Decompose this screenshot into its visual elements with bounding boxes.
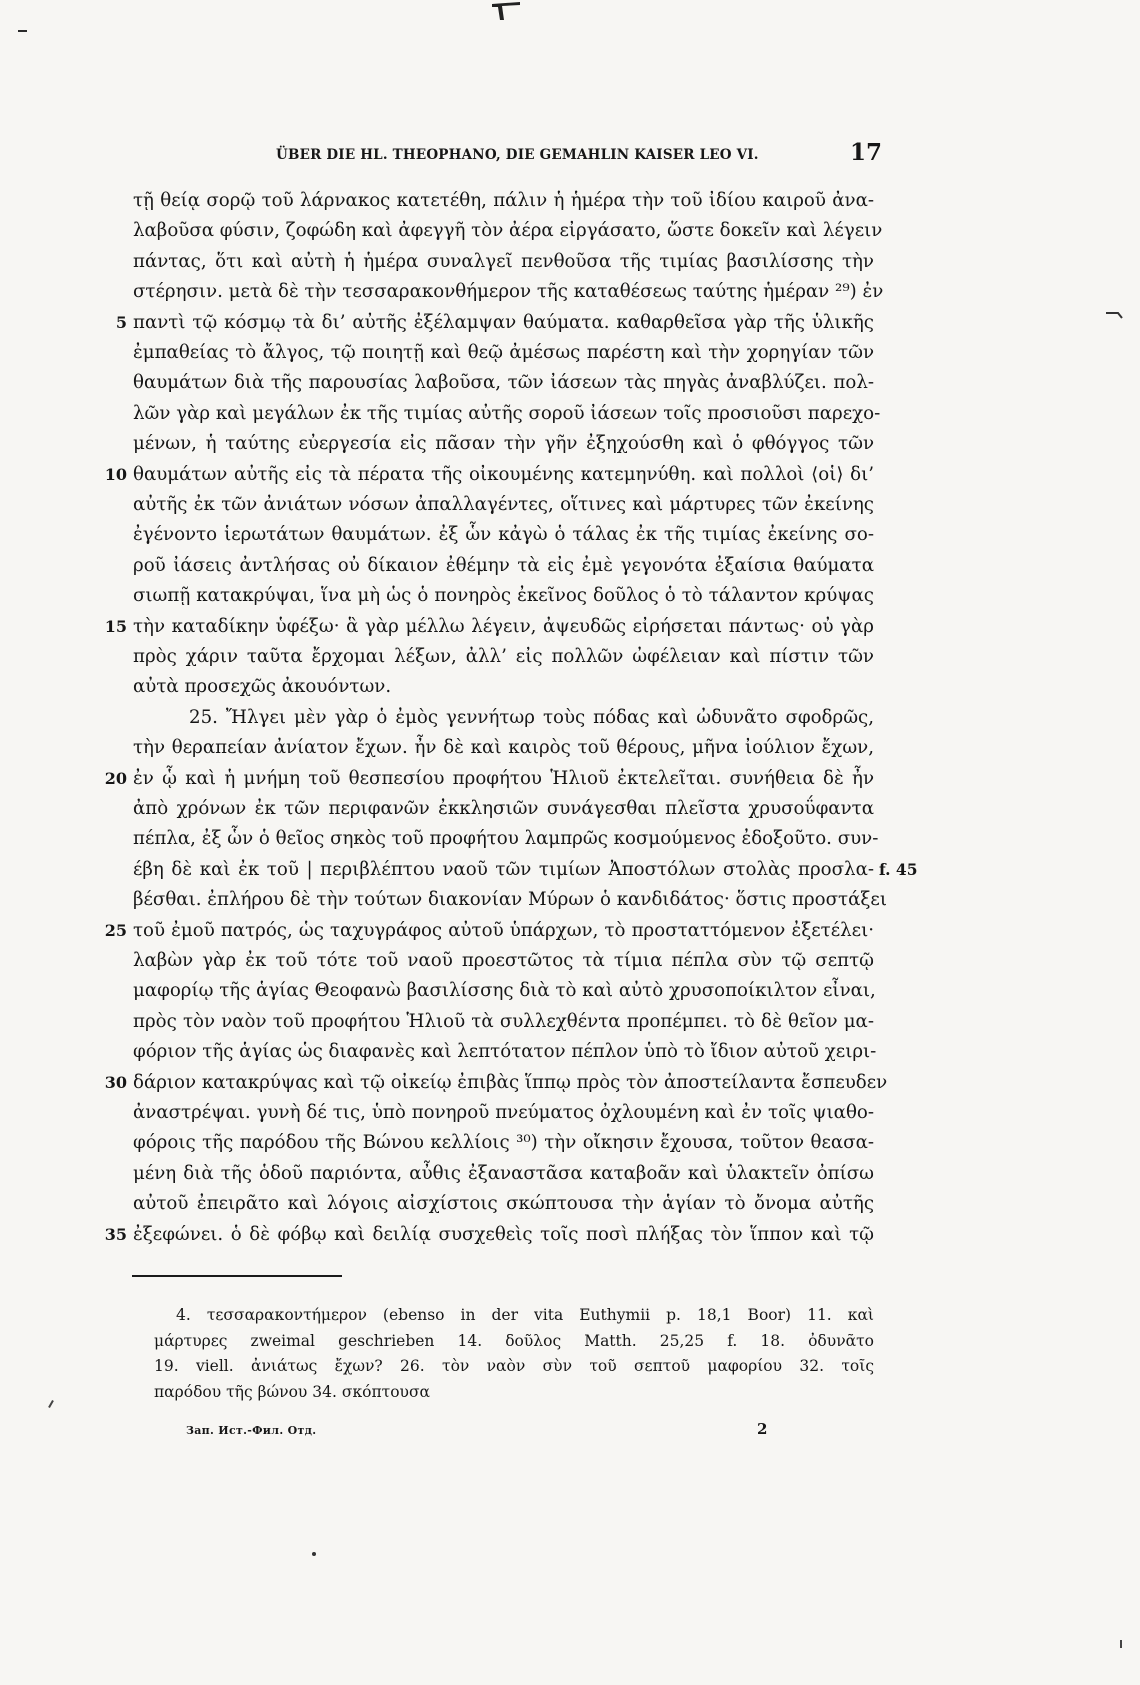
line-text: τοῦ ἐμοῦ πατρός, ὡς ταχυγράφος αὐτοῦ ὑπάρχων, τὸ προσταττόμενον ἐξετέλει·	[133, 919, 874, 941]
text-line	[133, 520, 874, 550]
line-text: βέσθαι. ἐπλήρου δὲ τὴν τούτων διακονίαν Μύρων ὁ κανδιδάτος· ὅστις προστάξει	[133, 889, 887, 911]
line-text: ἀπὸ χρόνων ἐκ τῶν περιφανῶν ἐκκλησιῶν συνάγεσθαι πλεῖστα χρυσοΰφαντα	[133, 798, 874, 819]
page-header	[0, 139, 1140, 173]
text-line	[104, 916, 874, 946]
page-number: 17	[850, 139, 883, 166]
line-text: φόροις τῆς παρόδου τῆς Βώνου κελλίοις ³⁰) τὴν οἴκησιν ἔχουσα, τοῦτον θεασα-	[133, 1132, 874, 1154]
line-text: θαυμάτων αὐτῆς εἰς τὰ πέρατα τῆς οἰκουμένης κατεμηνύθη. καὶ πολλοὶ ⟨οἱ⟩ δι’	[133, 463, 874, 485]
footnote-line	[154, 1353, 874, 1379]
text-line	[104, 764, 874, 794]
binding-mark-icon	[486, 0, 526, 22]
footnote-text: 19. viell. ἀνιάτως ἔχων? 26. τὸν ναὸν σὺν τοῦ σεπτοῦ μαφορίου 32. τοῖς	[154, 1357, 874, 1375]
text-line	[133, 824, 879, 854]
line-number: 5	[115, 312, 127, 332]
footnote-text: παρόδου τῆς βώνου 34. σκόπτουσα	[154, 1382, 431, 1401]
line-text: θαυμάτων διὰ τῆς παρουσίας λαβοῦσα, τῶν ἰάσεων τὰς πηγὰς ἀναβλύζει. πολ-	[133, 372, 874, 394]
line-number: 15	[104, 616, 127, 636]
line-text: ἐν ᾧ καὶ ἡ μνήμη τοῦ θεσπεσίου προφήτου Ἡλιοῦ ἐκτελεῖται. συνήθεια δὲ ἦν	[133, 767, 874, 789]
text-line	[133, 581, 874, 611]
text-line	[133, 216, 883, 246]
signature-number: 2	[757, 1420, 768, 1438]
line-text: αὐτοῦ ἐπειρᾶτο καὶ λόγοις αἰσχίστοις σκώπτουσα τὴν ἁγίαν τὸ ὄνομα αὐτῆς	[133, 1193, 874, 1215]
line-number: 30	[104, 1072, 127, 1092]
line-number: 25	[104, 920, 127, 940]
line-text: παντὶ τῷ κόσμῳ τὰ δι’ αὐτῆς ἐξέλαμψαν θαύματα. καθαρθεῖσα γὰρ τῆς ὑλικῆς	[133, 311, 874, 333]
line-text: πρὸς χάριν ταῦτα ἔρχομαι λέξων, ἀλλ’ εἰς πολλῶν ὠφέλειαν καὶ πίστιν τῶν	[133, 646, 874, 667]
text-line	[133, 490, 874, 520]
text-line	[133, 642, 874, 672]
footnote-line	[154, 1379, 874, 1405]
text-line	[133, 1037, 877, 1067]
text-line	[133, 247, 874, 277]
text-line	[133, 794, 874, 824]
line-text: τὴν καταδίκην ὑφέξω· ἃ γὰρ μέλλω λέγειν, ἀψευδῶς εἰρήσεται πάντως· οὐ γὰρ	[133, 615, 874, 637]
text-line	[104, 612, 874, 642]
line-text: ἐμπαθείας τὸ ἄλγος, τῷ ποιητῇ καὶ θεῷ ἀμέσως παρέστη καὶ τὴν χορηγίαν τῶν	[133, 342, 874, 363]
text-line	[133, 946, 874, 976]
footnote-text: 4. τεσσαρακοντήμερον (ebenso in der vita Euthymii p. 18,1 Boor) 11. καὶ	[176, 1306, 874, 1324]
line-text: φόριον τῆς ἁγίας ὡς διαφανὲς καὶ λεπτότατον πέπλον ὑπὸ τὸ ἴδιον αὐτοῦ χειρι-	[133, 1041, 877, 1063]
text-line	[104, 1220, 874, 1250]
text-line	[133, 277, 884, 307]
scan-artifact-mark-right	[1120, 1640, 1122, 1648]
signature-mark: Зап. Ист.-Фил. Отд.	[186, 1424, 317, 1437]
line-text: τῇ θείᾳ σορῷ τοῦ λάρνακος κατετέθη, πάλιν ἡ ἡμέρα τὴν τοῦ ἰδίου καιροῦ ἀνα-	[133, 190, 874, 211]
text-line	[115, 308, 874, 338]
text-line	[133, 1007, 874, 1037]
line-text: δάριον κατακρύψας καὶ τῷ οἰκείῳ ἐπιβὰς ἵππῳ πρὸς τὸν ἀποστείλαντα ἔσπευδεν	[133, 1071, 888, 1093]
line-text: λαβοῦσα φύσιν, ζοφώδη καὶ ἀφεγγῆ τὸν ἀέρα εἰργάσατο, ὥστε δοκεῖν καὶ λέγειν	[133, 220, 883, 242]
text-line	[133, 885, 887, 915]
text-line	[133, 551, 874, 581]
footnote-text: μάρτυρες zweimal geschrieben 14. δοῦλος Matth. 25,25 f. 18. ὀδυνᾶτο	[154, 1331, 874, 1350]
text-line	[104, 1068, 888, 1098]
footnote-rule	[132, 1275, 342, 1277]
line-text: μένων, ἡ ταύτης εὐεργεσία εἰς πᾶσαν τὴν γῆν ἐξηχούσθη καὶ ὁ φθόγγος τῶν	[133, 433, 874, 455]
scan-artifact-dash	[18, 30, 27, 32]
line-text: μένη διὰ τῆς ὁδοῦ παριόντα, αὖθις ἐξαναστᾶσα καταβοᾶν καὶ ὑλακτεῖν ὀπίσω	[133, 1162, 874, 1184]
line-text: ἐγένοντο ἱερωτάτων θαυμάτων. ἐξ ὧν κἀγὼ ὁ τάλας ἐκ τῆς τιμίας ἐκείνης σο-	[133, 524, 874, 546]
line-text: σιωπῇ κατακρύψαι, ἵνα μὴ ὡς ὁ πονηρὸς ἐκεῖνος δοῦλος ὁ τὸ τάλαντον κρύψας	[133, 585, 874, 607]
text-line	[133, 368, 874, 398]
line-text: 25. Ἤλγει μὲν γὰρ ὁ ἐμὸς γεννήτωρ τοὺς πόδας καὶ ὠδυνᾶτο σφοδρῶς,	[189, 706, 874, 728]
line-text: έβη δὲ καὶ ἐκ τοῦ | περιβλέπτου ναοῦ τῶν τιμίων Ἀποστόλων στολὰς προσλα-	[133, 858, 874, 880]
footnote-line	[176, 1302, 874, 1328]
running-head: ÜBER DIE HL. THEOPHANO, DIE GEMAHLIN KAISER LEO VI.	[276, 147, 759, 163]
text-line	[133, 672, 874, 702]
text-line	[133, 733, 874, 763]
line-text: μαφορίῳ τῆς ἁγίας Θεοφανὼ βασιλίσσης διὰ τὸ καὶ αὐτὸ χρυσοποίκιλτον εἶναι,	[133, 980, 876, 1002]
line-text: στέρησιν. μετὰ δὲ τὴν τεσσαρακονθήμερον τῆς καταθέσεως ταύτης ἡμέραν ²⁹) ἐν	[133, 281, 884, 303]
line-text: λαβὼν γὰρ ἐκ τοῦ τότε τοῦ ναοῦ προεστῶτος τὰ τίμια πέπλα σὺν τῷ σεπτῷ	[133, 950, 874, 971]
scan-artifact-mark-left	[48, 1400, 54, 1408]
line-number: 20	[104, 768, 127, 788]
line-text: ροῦ ἰάσεις ἀντλήσας οὐ δίκαιον ἐθέμην τὰ εἰς ἐμὲ γεγονότα ἐξαίσια θαύματα	[133, 554, 874, 576]
text-line	[133, 338, 874, 368]
line-text: πέπλα, ἐξ ὧν ὁ θεῖος σηκὸς τοῦ προφήτου λαμπρῶς κοσμούμενος ἐδοξοῦτο. συν-	[133, 828, 879, 850]
line-text: ἀναστρέψαι. γυνὴ δέ τις, ὑπὸ πονηροῦ πνεύματος ὀχλουμένη καὶ ἐν τοῖς ψιαθο-	[133, 1102, 874, 1123]
text-line	[133, 1098, 874, 1128]
text-line	[104, 460, 874, 490]
line-text: πάντας, ὅτι καὶ αὐτὴ ἡ ἡμέρα συναλγεῖ πενθοῦσα τῆς τιμίας βασιλίσσης τὴν	[133, 250, 874, 272]
line-text: ἐξεφώνει. ὁ δὲ φόβῳ καὶ δειλίᾳ συσχεθεὶς τοῖς ποσὶ πλήξας τὸν ἵππον καὶ τῷ	[133, 1223, 874, 1245]
line-number: 10	[104, 464, 127, 484]
scan-artifact-mark	[1106, 308, 1124, 320]
text-line	[133, 703, 874, 733]
text-line	[133, 855, 918, 885]
line-text: τὴν θεραπείαν ἀνίατον ἔχων. ἦν δὲ καὶ καιρὸς τοῦ θέρους, μῆνα ἰούλιον ἔχων,	[133, 737, 874, 759]
line-text: λῶν γὰρ καὶ μεγάλων ἐκ τῆς τιμίας αὐτῆς σοροῦ ἰάσεων τοῖς προσιοῦσι παρεχο-	[133, 402, 881, 424]
text-line	[133, 186, 874, 216]
line-number: 35	[104, 1224, 127, 1244]
text-line	[133, 1159, 874, 1189]
text-line	[133, 976, 874, 1006]
text-line	[133, 429, 874, 459]
line-text: αὐτὰ προσεχῶς ἀκουόντων.	[133, 676, 392, 698]
text-line	[133, 399, 881, 429]
footnote-line	[154, 1328, 874, 1354]
line-text: πρὸς τὸν ναὸν τοῦ προφήτου Ἡλιοῦ τὰ συλλεχθέντα προπέμπει. τὸ δὲ θεῖον μα-	[133, 1010, 874, 1032]
text-line	[133, 1128, 874, 1158]
line-text: αὐτῆς ἐκ τῶν ἀνιάτων νόσων ἀπαλλαγέντες, οἵτινες καὶ μάρτυρες τῶν ἐκείνης	[133, 494, 874, 515]
text-line	[133, 1189, 874, 1219]
folio-reference: f. 45	[879, 859, 918, 879]
scan-artifact-dot	[312, 1552, 316, 1556]
